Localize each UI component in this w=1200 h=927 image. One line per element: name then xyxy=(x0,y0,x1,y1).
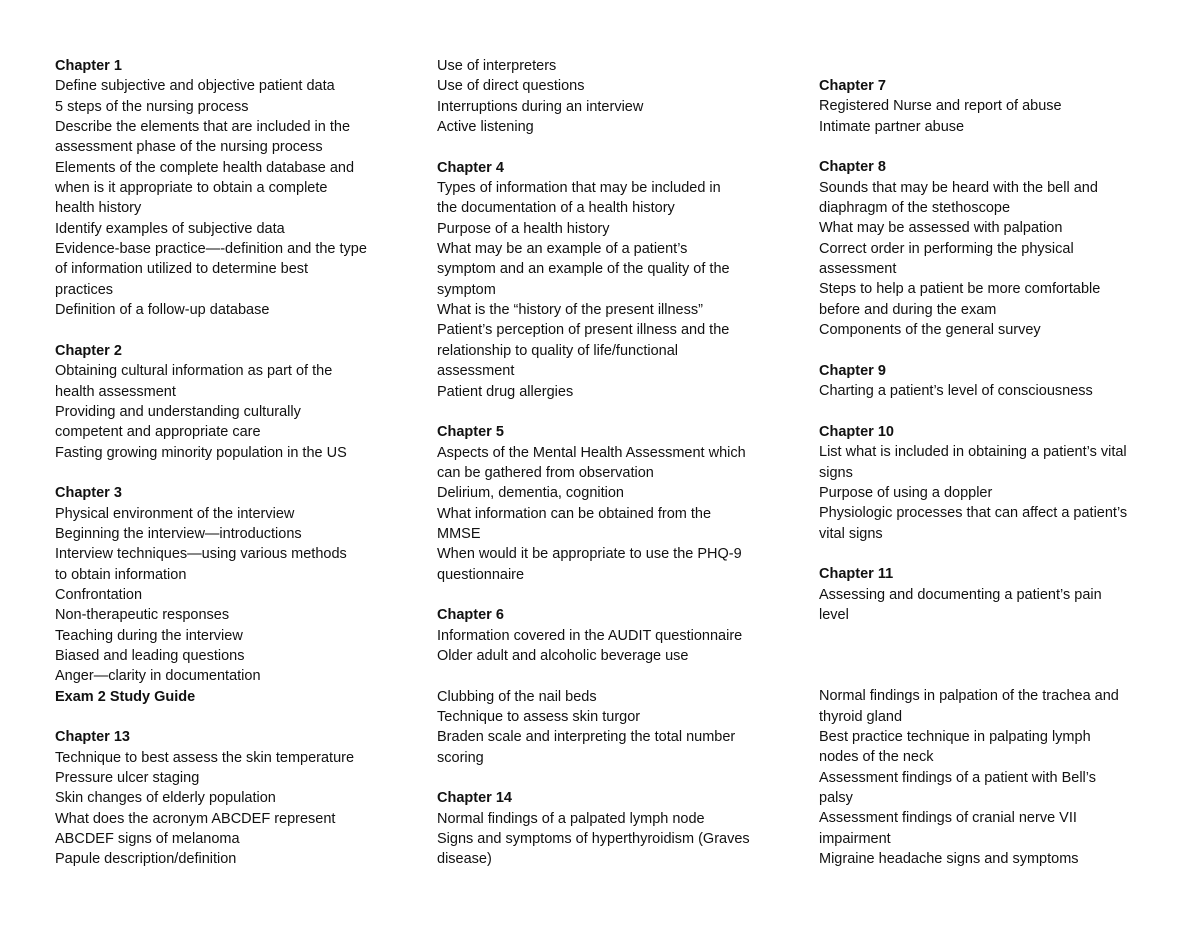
chapter-heading: Chapter 3 xyxy=(55,485,122,502)
topic-line: Definition of a follow-up database xyxy=(55,302,270,319)
chapter-heading: Chapter 11 xyxy=(819,566,894,583)
topic-line: vital signs xyxy=(819,525,883,542)
spacer xyxy=(819,137,1127,157)
topic-line: When would it be appropriate to use the PHQ-9 xyxy=(437,546,742,563)
chapter-heading: Chapter 10 xyxy=(819,423,894,440)
spacer xyxy=(819,402,1127,422)
spacer xyxy=(437,585,750,605)
topic-line: diaphragm of the stethoscope xyxy=(819,200,1011,217)
topic-line: Evidence-base practice—-definition and the type xyxy=(55,241,367,258)
topic-line: Teaching during the interview xyxy=(55,627,243,644)
topic-line: symptom xyxy=(437,281,496,298)
spacer xyxy=(55,707,367,727)
column-right xyxy=(819,76,1127,869)
topic-line: Define subjective and objective patient data xyxy=(55,78,335,95)
topic-line: thyroid gland xyxy=(819,708,903,725)
chapter-heading: Exam 2 Study Guide xyxy=(55,688,196,705)
topic-line: health assessment xyxy=(55,383,176,400)
topic-line: Intimate partner abuse xyxy=(819,118,965,135)
topic-line: Normal findings of a palpated lymph node xyxy=(437,810,705,827)
topic-line: Patient’s perception of present illness and the xyxy=(437,322,730,339)
spacer xyxy=(819,625,1127,645)
topic-line: MMSE xyxy=(437,525,481,542)
spacer xyxy=(437,402,750,422)
topic-line: Sounds that may be heard with the bell and xyxy=(819,179,1098,196)
chapter-heading: Chapter 9 xyxy=(819,362,886,379)
topic-line: Components of the general survey xyxy=(819,322,1041,339)
topic-line: Obtaining cultural information as part of the xyxy=(55,363,333,380)
topic-line: Technique to assess skin turgor xyxy=(437,709,641,725)
column-middle xyxy=(437,56,750,870)
topic-line: Technique to best assess the skin temperature xyxy=(55,749,355,766)
topic-line: Types of information that may be included in xyxy=(437,180,721,197)
topic-line: Purpose of a health history xyxy=(437,220,610,237)
topic-line: Use of direct questions xyxy=(437,78,585,95)
topic-line: Use of interpreters xyxy=(437,58,557,74)
topic-line: Registered Nurse and report of abuse xyxy=(819,98,1062,115)
chapter-heading: Chapter 6 xyxy=(437,607,504,624)
topic-line: Interruptions during an interview xyxy=(437,98,644,115)
topic-line: nodes of the neck xyxy=(819,749,934,766)
chapter-heading: Chapter 13 xyxy=(55,729,130,746)
topic-line: Best practice technique in palpating lymph xyxy=(819,729,1091,745)
chapter-heading: Chapter 5 xyxy=(437,424,504,441)
topic-line: Patient drug allergies xyxy=(437,383,574,400)
topic-line: ABCDEF signs of melanoma xyxy=(55,831,240,848)
spacer xyxy=(819,340,1127,360)
topic-line: Beginning the interview—introductions xyxy=(55,525,302,542)
topic-line: Assessment findings of a patient with Bell’s xyxy=(819,769,1096,786)
topic-line: palsy xyxy=(819,790,853,807)
topic-line: disease) xyxy=(437,851,492,868)
topic-line: signs xyxy=(819,464,853,481)
topic-line: Pressure ulcer staging xyxy=(55,770,200,787)
spacer xyxy=(819,646,1127,666)
topic-line: health history xyxy=(55,200,142,217)
topic-line: Active listening xyxy=(437,119,534,136)
topic-line: level xyxy=(819,606,849,623)
topic-line: Anger—clarity in documentation xyxy=(55,668,261,685)
spacer xyxy=(55,320,367,340)
topic-line: Papule description/definition xyxy=(55,851,237,868)
spacer xyxy=(819,666,1127,686)
topic-line: assessment xyxy=(437,363,515,380)
topic-line: assessment phase of the nursing process xyxy=(55,139,323,156)
column-left xyxy=(55,56,367,870)
topic-line: Assessment findings of cranial nerve VII xyxy=(819,810,1077,827)
topic-line: Confrontation xyxy=(55,586,143,603)
spacer xyxy=(55,463,367,483)
topic-line: of information utilized to determine best xyxy=(55,261,309,278)
topic-line: What may be an example of a patient’s xyxy=(437,241,688,258)
topic-line: questionnaire xyxy=(437,566,525,583)
topic-line: assessment xyxy=(819,261,897,278)
chapter-heading: Chapter 8 xyxy=(819,159,886,176)
chapter-heading: Chapter 1 xyxy=(55,58,122,74)
topic-line: Delirium, dementia, cognition xyxy=(437,485,624,502)
topic-line: Non-therapeutic responses xyxy=(55,607,230,624)
spacer xyxy=(437,666,750,686)
topic-line: Skin changes of elderly population xyxy=(55,790,276,807)
topic-line: Identify examples of subjective data xyxy=(55,220,285,237)
topic-line: Aspects of the Mental Health Assessment which xyxy=(437,444,746,461)
topic-line: Physical environment of the interview xyxy=(55,505,295,522)
topic-line: Information covered in the AUDIT questionnaire xyxy=(437,627,743,644)
topic-line: practices xyxy=(55,281,114,298)
topic-line: List what is included in obtaining a patient’s vital xyxy=(819,444,1127,461)
topic-line: 5 steps of the nursing process xyxy=(55,98,249,115)
topic-line: Describe the elements that are included in the xyxy=(55,119,351,136)
topic-line: Older adult and alcoholic beverage use xyxy=(437,647,689,664)
topic-line: Interview techniques—using various methods xyxy=(55,546,347,563)
topic-line: Providing and understanding culturally xyxy=(55,403,301,420)
topic-line: What is the “history of the present illness” xyxy=(437,302,703,319)
topic-line: relationship to quality of life/functional xyxy=(437,342,679,359)
topic-line: the documentation of a health history xyxy=(437,200,675,217)
topic-line: Steps to help a patient be more comfortable xyxy=(819,281,1101,298)
topic-line: Biased and leading questions xyxy=(55,647,245,664)
topic-line: Clubbing of the nail beds xyxy=(437,688,597,705)
topic-line: impairment xyxy=(819,830,891,847)
topic-line: can be gathered from observation xyxy=(437,464,654,481)
chapter-heading: Chapter 7 xyxy=(819,78,886,94)
topic-line: Physiologic processes that can affect a patient’s xyxy=(819,505,1128,522)
topic-line: Normal findings in palpation of the trachea and xyxy=(819,688,1119,705)
topic-line: What does the acronym ABCDEF represent xyxy=(55,810,336,827)
spacer xyxy=(437,137,750,157)
topic-line: when is it appropriate to obtain a complete xyxy=(55,180,328,197)
chapter-heading: Chapter 2 xyxy=(55,342,122,359)
topic-line: Fasting growing minority population in the US xyxy=(55,444,347,461)
topic-line: to obtain information xyxy=(55,566,187,583)
topic-line: What information can be obtained from the xyxy=(437,505,712,522)
topic-line: symptom and an example of the quality of the xyxy=(437,261,730,278)
topic-line: competent and appropriate care xyxy=(55,424,261,441)
topic-line: Purpose of using a doppler xyxy=(819,484,993,501)
chapter-heading: Chapter 4 xyxy=(437,159,504,176)
topic-line: Charting a patient’s level of consciousness xyxy=(819,383,1093,400)
chapter-heading: Chapter 14 xyxy=(437,790,512,807)
topic-line: Elements of the complete health database and xyxy=(55,159,355,176)
topic-line: Signs and symptoms of hyperthyroidism (Graves xyxy=(437,831,750,848)
topic-line: Braden scale and interpreting the total number xyxy=(437,729,736,746)
topic-line: Assessing and documenting a patient’s pain xyxy=(819,586,1102,603)
spacer xyxy=(819,544,1127,564)
topic-line: Correct order in performing the physical xyxy=(819,240,1074,257)
topic-line: before and during the exam xyxy=(819,301,997,318)
topic-line: What may be assessed with palpation xyxy=(819,220,1063,237)
spacer xyxy=(437,768,750,788)
topic-line: scoring xyxy=(437,749,484,766)
topic-line: Migraine headache signs and symptoms xyxy=(819,851,1079,868)
